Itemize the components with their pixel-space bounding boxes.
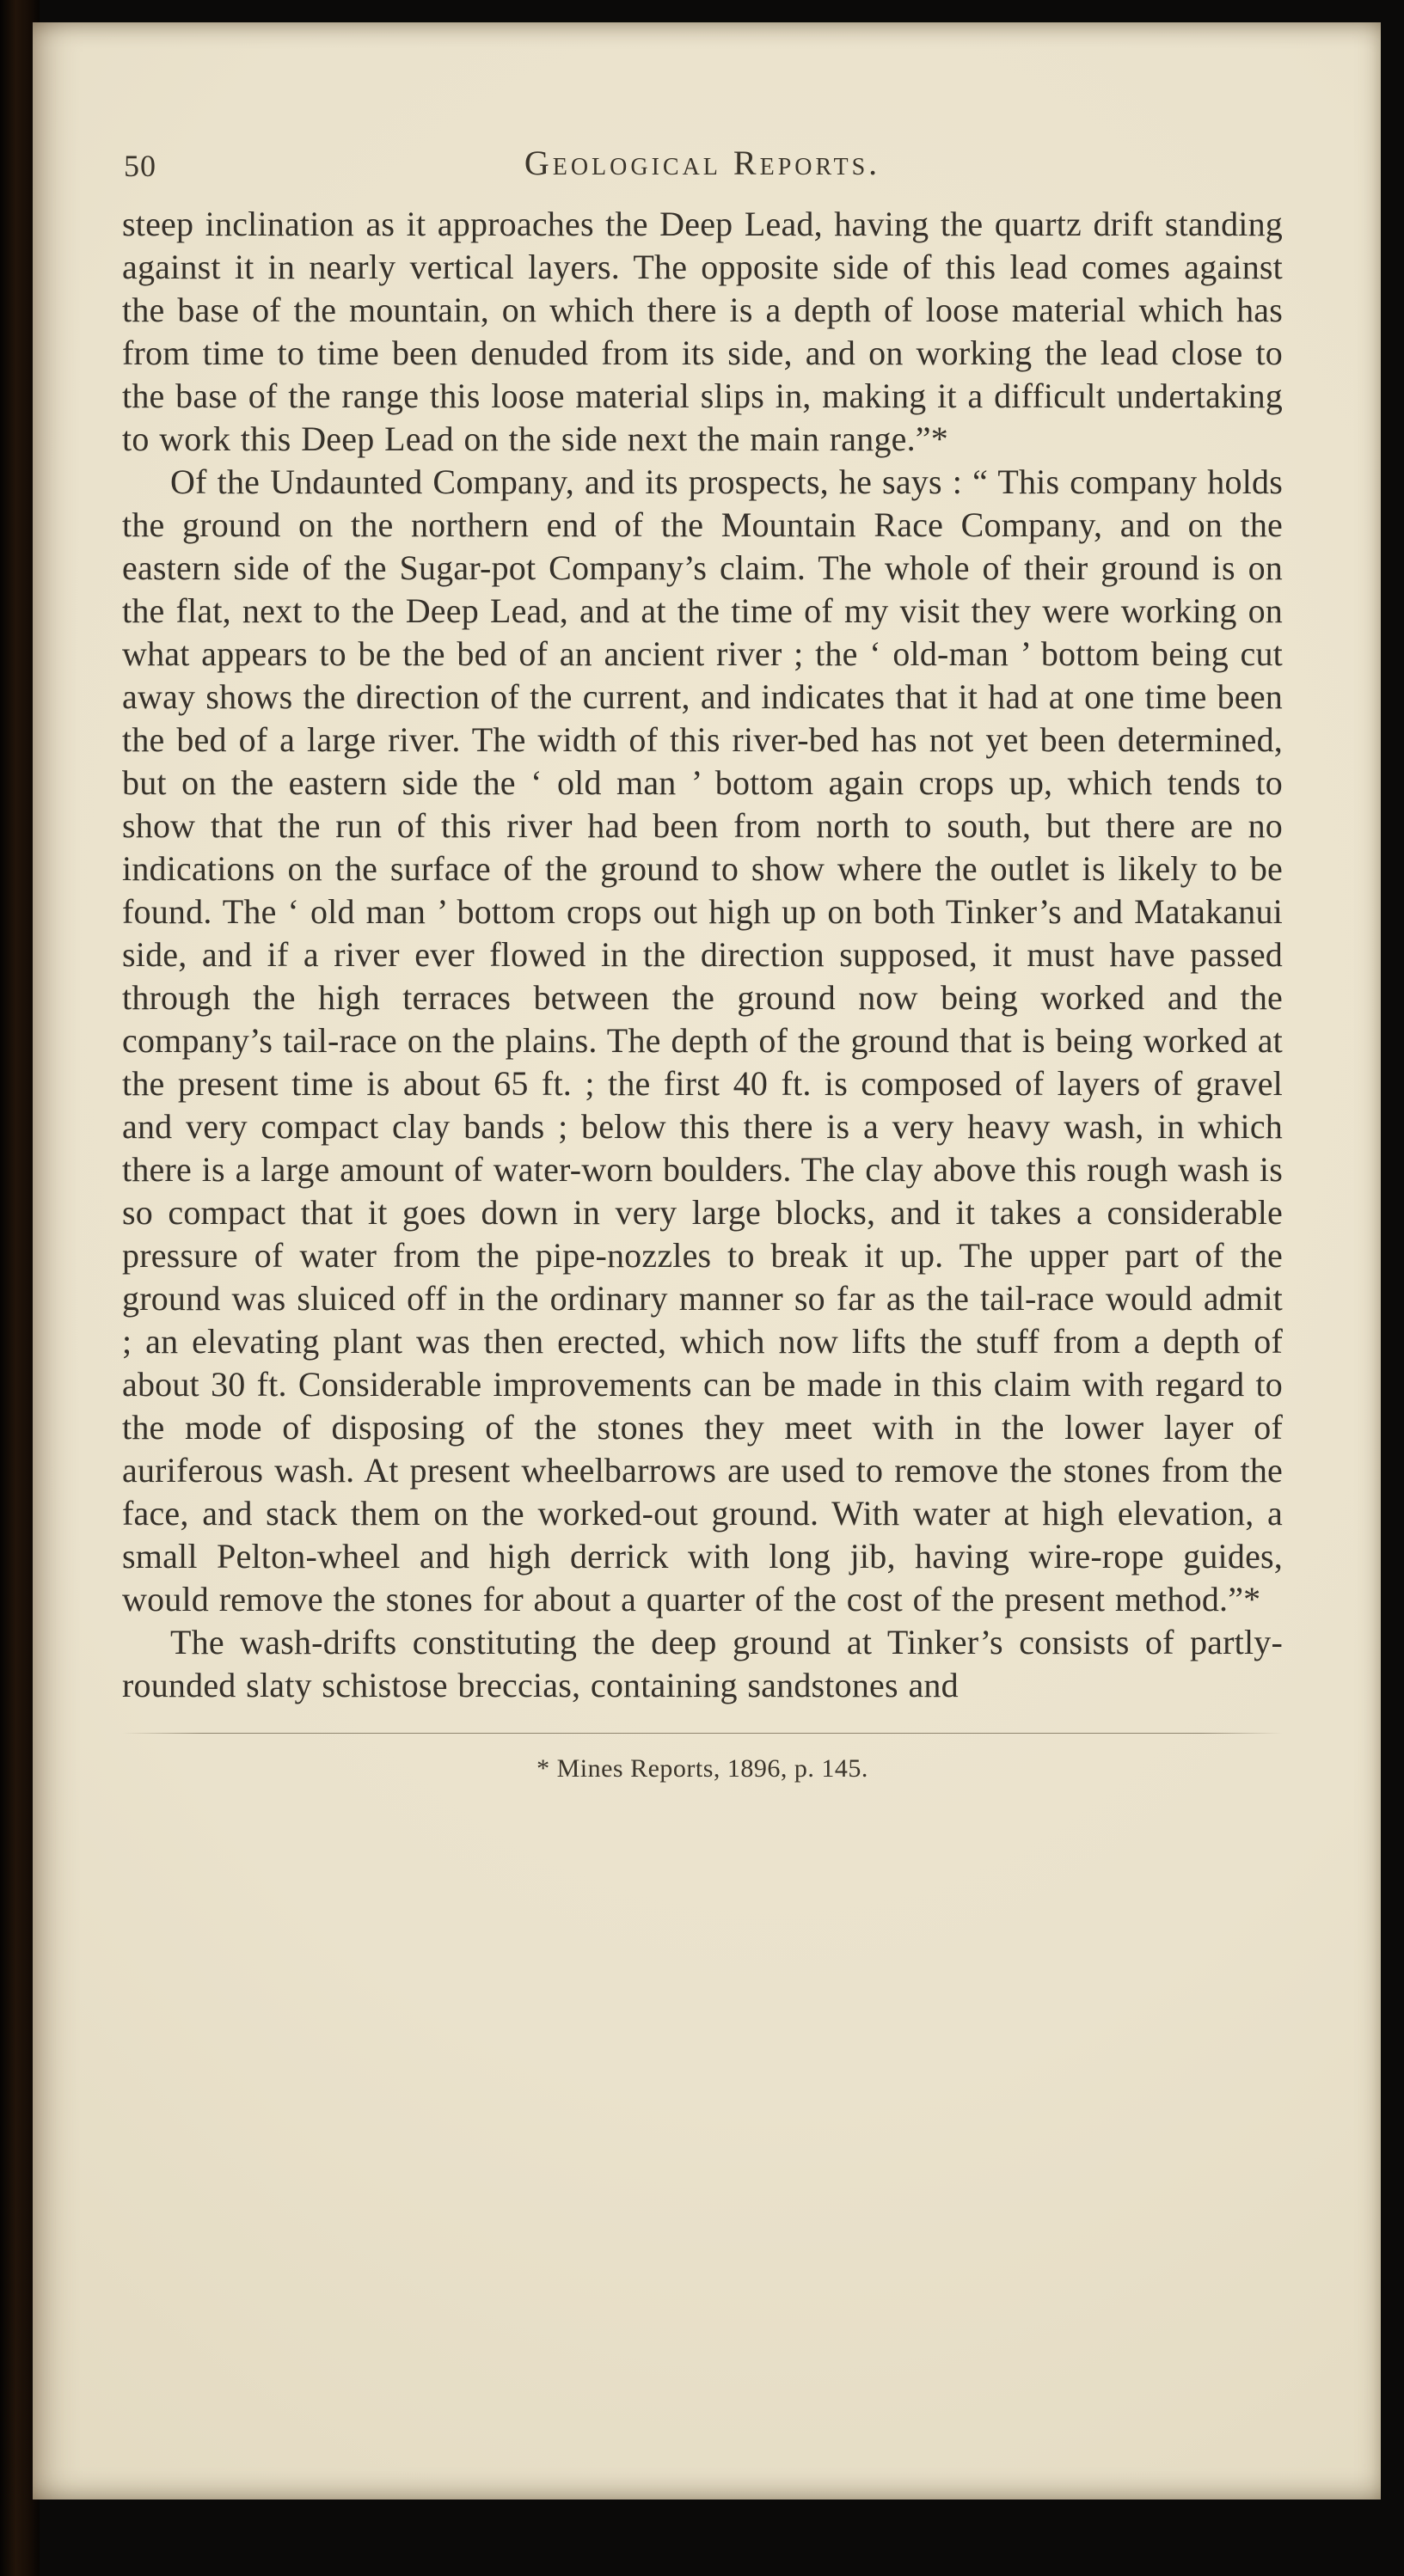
body-paragraph: Of the Undaunted Company, and its prospects, he says : “ This company holds the ground on the northern end of the Mountain Race Company, and on the eastern side of the Sugar-pot Company’s claim. The whole of their ground is on the flat, next to the Deep Lead, and at the time of my visit they were working on what appears to be the bed of an ancient river ; the ‘ old-man ’ bottom being cut away shows the direction of the current, and indicates that it had at one time been the bed of a large river. The width of this river-bed has not yet been determined, but on the eastern side the ‘ old man ’ bottom again crops up, which tends to show that the run of this river had been from north to south, but there are no indications on the surface of the ground to show where the outlet is likely to be found. The ‘ old man ’ bottom crops out high up on both Tinker’s and Matakanui side, and if a river ever flowed in the direction supposed, it must have passed through the high terraces between the ground now being worked and the company’s tail-race on the plains. The depth of the ground that is being worked at the present time is about 65 ft. ; the first 40 ft. is composed of layers of gravel and very compact clay bands ; below this there is a very heavy wash, in which there is a large amount of water-worn boulders. The clay above this rough wash is so compact that it goes down in very large blocks, and it takes a considerable pressure of water from the pipe-nozzles to break it up. The upper part of the ground was sluiced off in the ordinary manner so far as the tail-race would admit ; an elevating plant was then erected, which now lifts the stuff from a depth of about 30 ft. Considerable improvements can be made in this claim with regard to the mode of disposing of the stones they meet with in the lower layer of auriferous wash. At present wheelbarrows are used to remove the stones from the face, and stack them on the worked-out ground. With water at high elevation, a small Pelton-wheel and high derrick with long jib, having wire-rope guides, would remove the stones for about a quarter of the cost of the present method.”* <box>122 462 1283 1618</box>
page-content <box>122 141 1283 1784</box>
page-header <box>122 141 1283 187</box>
book-page <box>33 22 1381 2500</box>
page-body <box>122 203 1283 1707</box>
page-number: 50 <box>124 149 156 183</box>
footnote-area <box>122 1733 1283 1784</box>
body-paragraph: steep inclination as it approaches the Deep Lead, having the quartz drift standing against it in nearly vertical layers. The opposite side of this lead comes against the base of the mountain, on which there is a depth of loose material which has from time to time been denuded from its side, and on working the lead close to the base of the range this loose material slips in, making it a difficult undertaking to work this Deep Lead on the side next the main range.”* <box>122 205 1283 458</box>
footnote-text: * Mines Reports, 1896, p. 145. <box>536 1754 868 1783</box>
footnote-divider <box>122 1733 1283 1734</box>
running-header: Geological Reports. <box>524 144 881 182</box>
body-paragraph: The wash-drifts constituting the deep ground at Tinker’s consists of partly-rounded slaty schistose breccias, containing sandstones and <box>122 1623 1283 1704</box>
